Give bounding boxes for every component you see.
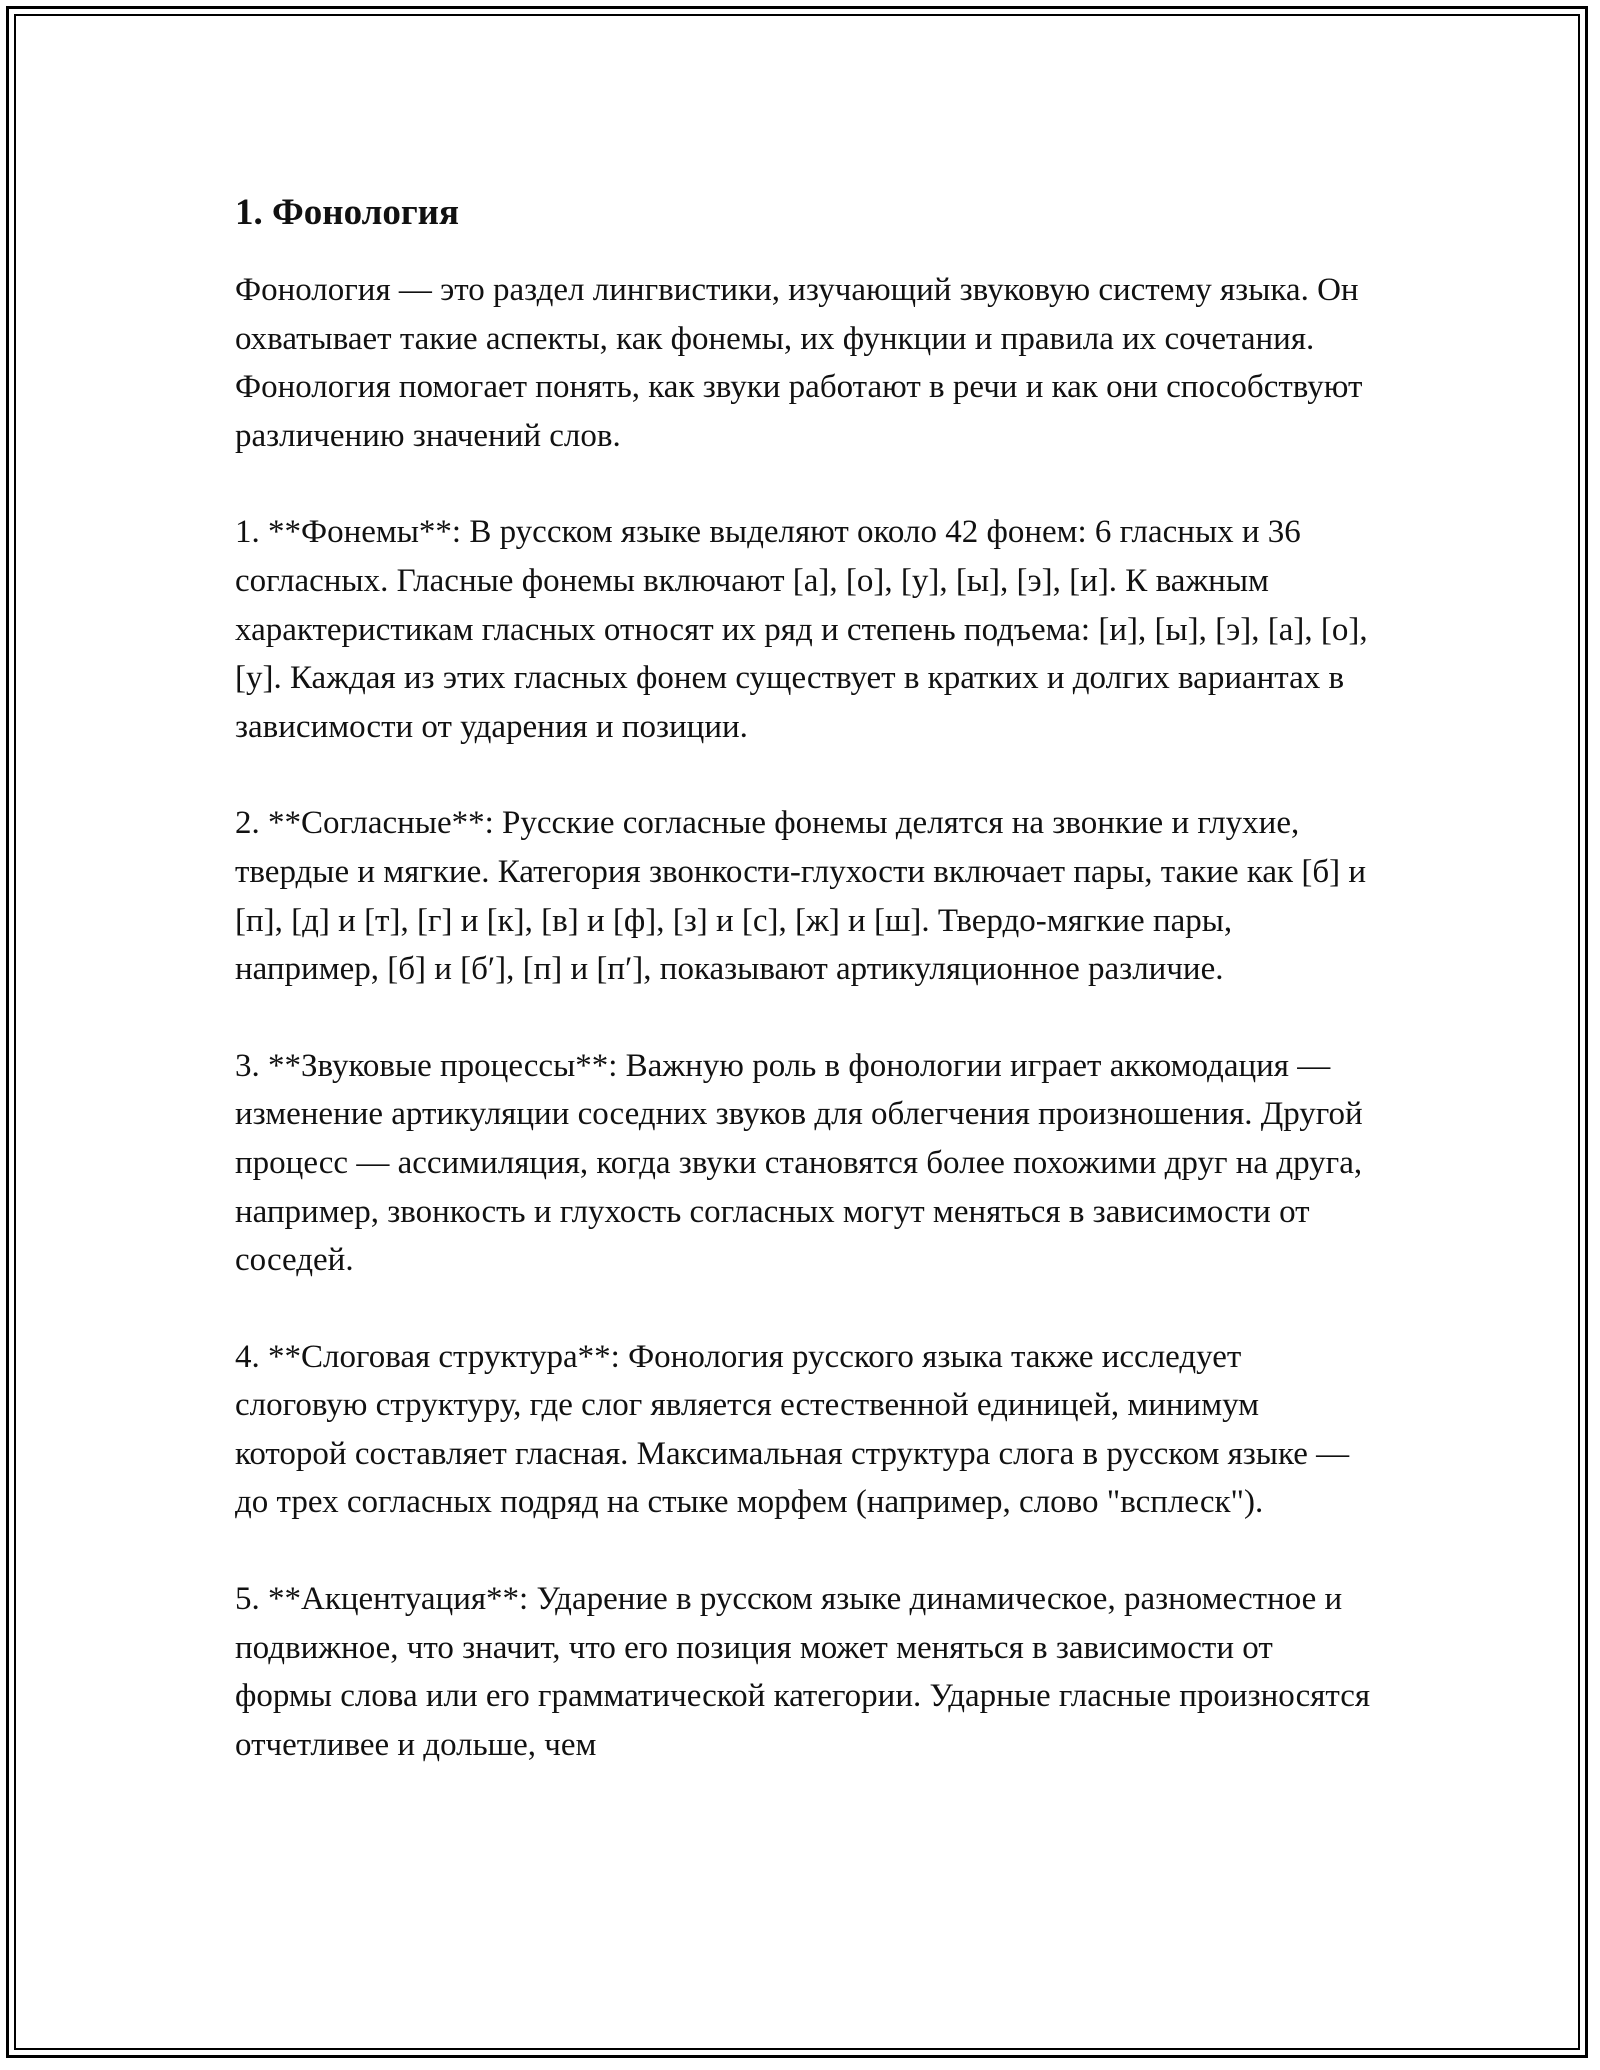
intro-paragraph: Фонология — это раздел лингвистики, изучающий звуковую систему языка. Он охватывает такие аспекты, как фонемы, их функции и правила их сочетания. Фонология помогает понять, как звуки работают в речи и как они способствуют различению значений слов. (235, 272, 1363, 454)
section-title: 1. Фонология (235, 192, 460, 233)
accentuation-paragraph: 5. **Акцентуация**: Ударение в русском языке динамическое, разноместное и подвижное, что значит, что его позиция может меняться в зависимости от формы слова или его грамматической категории. Ударные гласные произносятся отчетливее и дольше, чем (235, 1581, 1371, 1763)
syllable-structure-paragraph: 4. **Слоговая структура**: Фонология русского языка также исследует слоговую структуру, где слог является естественной единицей, минимум которой составляет гласная. Максимальная структура слога в русском языке — до трех согласных подряд на стыке морфем (например, слово "всплеск"). (235, 1338, 1350, 1521)
document-body (235, 186, 1375, 1769)
consonants-paragraph: 2. **Согласные**: Русские согласные фонемы делятся на звонкие и глухие, твердые и мягкие. Категория звонкости-глухости включает пары, такие как [б] и [п], [д] и [т], [г] и [к], [в] и [ф], [з] и [с], [ж] и [ш]. Твердо-мягкие пары, например, [б] и [б′], [п] и [п′], показывают артикуляционное различие. (235, 805, 1367, 988)
sound-processes-paragraph: 3. **Звуковые процессы**: Важную роль в фонологии играет аккомодация — изменение артикуляции соседних звуков для облегчения произношения. Другой процесс — ассимиляция, когда звуки становятся более похожими друг на друга, например, звонкость и глухость согласных могут меняться в зависимости от соседей. (235, 1047, 1363, 1279)
phonemes-paragraph: 1. **Фонемы**: В русском языке выделяют около 42 фонем: 6 гласных и 36 согласных. Гласные фонемы включают [а], [о], [у], [ы], [э], [и]. К важным характеристикам гласных относят их ряд и степень подъема: [и], [ы], [э], [а], [о], [у]. Каждая из этих гласных фонем существует в кратких и долгих вариантах в зависимости от ударения и позиции. (235, 514, 1368, 745)
